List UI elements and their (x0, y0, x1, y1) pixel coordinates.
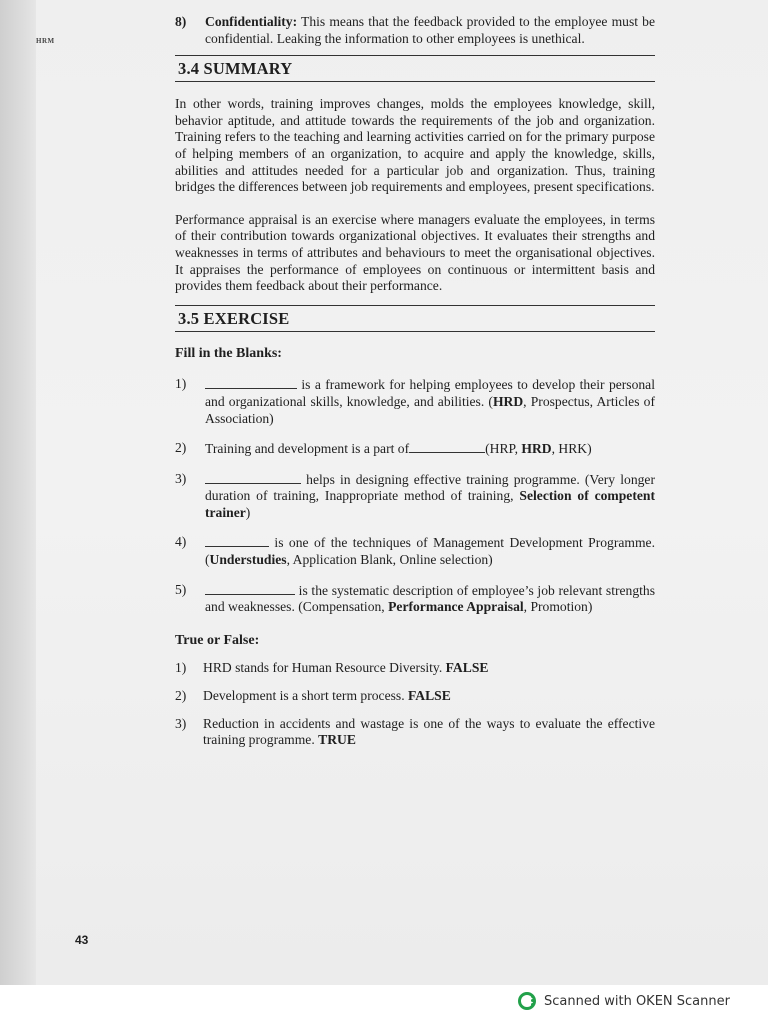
summary-heading: 3.4 SUMMARY (175, 55, 655, 82)
correct-answer: Understudies (209, 552, 287, 568)
item-number: 2) (175, 688, 187, 704)
page-number: 43 (75, 933, 89, 947)
confidentiality-item (175, 14, 655, 47)
fill-item: 5) is the systematic description of employee’s job relevant strengths and weaknesses. (Compensation, Performance Appraisal, Promotion) (175, 581, 655, 615)
scanner-watermark-text: Scanned with OKEN Scanner (544, 993, 730, 1009)
correct-answer: Performance Appraisal (388, 599, 524, 615)
true-false-item: 2) Development is a short term process. FALSE (175, 688, 451, 704)
summary-paragraph-1: In other words, training improves changes, molds the employees knowledge, skill, behavior aptitude, and attitude towards the requirements of the job and organization. Training refers to the teaching and learning activities carried on for the primary purpose of helping members of an organization, to acquire and apply the knowledge, skills, abilities and attitudes needed for a particular job and organization. Thus, training bridges the differences between job requirements and employees, present specifications. (175, 96, 655, 195)
answer-blank (409, 440, 485, 453)
correct-answer: HRD (492, 393, 524, 409)
correct-answer: Selection of competent trainer (205, 488, 655, 520)
fill-blanks-heading: Fill in the Blanks: (175, 345, 282, 361)
fill-item: 2) Training and development is a part of (HRP, HRD, HRK) (175, 440, 592, 457)
item-number: 4) (175, 534, 187, 550)
exercise-heading: 3.5 EXERCISE (175, 305, 655, 332)
correct-answer: HRD (521, 441, 552, 457)
item-number: 3) (175, 715, 187, 731)
item-number: 2) (175, 440, 187, 456)
item-number: 1) (175, 376, 187, 392)
answer-blank (205, 376, 297, 389)
summary-paragraph-2: Performance appraisal is an exercise where managers evaluate the employees, in terms of their contribution towards organizational objectives. It evaluates their strengths and weaknesses in terms of attributes and behaviours to meet the organisational objectives. It appraises the performance of employees on continuous or intermittent basis and provides them feedback about their performance. (175, 211, 655, 294)
margin-tag: HRM (36, 37, 55, 45)
true-false-heading: True or False: (175, 632, 260, 648)
item-term: Confidentiality: (205, 14, 298, 29)
item-number: 1) (175, 660, 187, 676)
item-text: This means that the feedback provided to the employee must be confidential. Leaking the information to other employees is unethical. (205, 14, 655, 46)
book-spine-shadow (0, 0, 36, 985)
fill-item: 3) helps in designing effective training programme. (Very longer duration of training, Inappropriate method of training, Selection of competent trainer) (175, 470, 655, 520)
scanner-watermark (518, 992, 730, 1010)
fill-item: 1) is a framework for helping employees to develop their personal and organizational skills, knowledge, and abilities. (HRD, Prospectus, Articles of Association) (175, 376, 656, 426)
fill-item: 4) is one of the techniques of Management Development Programme. (Understudies, Application Blank, Online selection) (175, 534, 655, 568)
true-false-item: 1) HRD stands for Human Resource Diversity. FALSE (175, 660, 489, 676)
true-false-item: 3) Reduction in accidents and wastage is one of the ways to evaluate the effective training programme. TRUE (175, 715, 655, 748)
correct-answer: FALSE (408, 688, 451, 704)
answer-blank (205, 471, 301, 484)
item-number: 8) (175, 14, 187, 29)
answer-blank (205, 582, 295, 595)
answer-blank (205, 534, 269, 547)
oken-logo-icon (518, 992, 536, 1010)
page-content (175, 14, 655, 749)
item-number: 3) (175, 470, 187, 486)
correct-answer: TRUE (318, 732, 356, 748)
correct-answer: FALSE (445, 660, 489, 676)
item-number: 5) (175, 581, 187, 597)
